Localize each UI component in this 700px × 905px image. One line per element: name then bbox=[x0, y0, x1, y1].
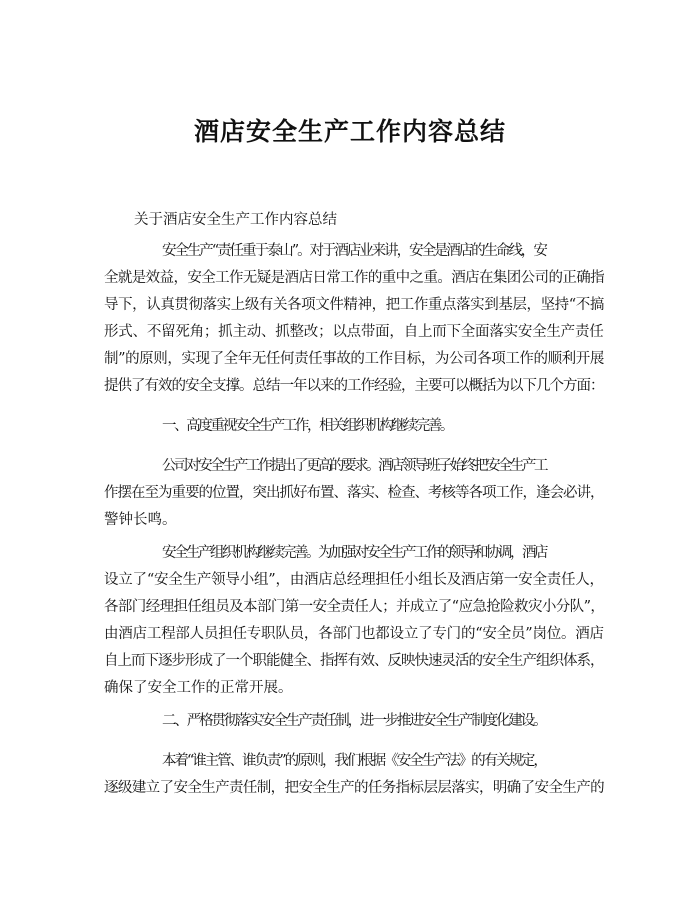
text-line: 自上而下逐步形成了一个职能健全、指挥有效、反映快速灵活的安全生产组织体系， bbox=[104, 653, 604, 669]
text-line: 二、严格贯彻落实安全生产责任制，进一步推进安全生产制度化建设。 bbox=[162, 713, 546, 729]
text-line: 各部门经理担任组员及本部门第一安全责任人；并成立了“应急抢险救灾小分队”， bbox=[104, 599, 605, 615]
text-line: 确保了安全工作的正常开展。 bbox=[104, 680, 293, 696]
paragraph-intro bbox=[104, 238, 604, 400]
text-line: 公司对安全生产工作提出了更高的要求。酒店领导班子始终把安全生产工 bbox=[162, 458, 546, 474]
text-line: 设立了“安全生产领导小组”，由酒店总经理担任小组长及酒店第一安全责任人， bbox=[104, 572, 604, 588]
paragraph-4 bbox=[104, 748, 604, 802]
document-title: 酒店安全生产工作内容总结 bbox=[193, 117, 506, 146]
paragraph-3 bbox=[104, 540, 604, 702]
text-line: 提供了有效的安全支撑。总结一年以来的工作经验，主要可以概括为以下几个方面： bbox=[104, 378, 604, 394]
text-line: 逐级建立了安全生产责任制，把安全生产的任务指标层层落实，明确了安全生产的 bbox=[104, 780, 605, 796]
text-line: 作摆在至为重要的位置，突出抓好布置、落实、检查、考核等各项工作，逢会必讲， bbox=[104, 485, 604, 501]
text-line: 由酒店工程部人员担任专职队员，各部门也都设立了专门的“安全员”岗位。酒店 bbox=[104, 626, 604, 642]
text-line: 本着“谁主管、谁负责”的原则，我们根据《安全生产法》的有关规定， bbox=[162, 753, 546, 769]
text-line: 一、高度重视安全生产工作，相关组织机构继续完善。 bbox=[162, 418, 452, 434]
section-heading-2 bbox=[104, 708, 604, 735]
text-line: 全就是效益，安全工作无疑是酒店日常工作的重中之重。酒店在集团公司的正确指 bbox=[104, 270, 605, 286]
text-line: 警钟长鸣。 bbox=[104, 512, 177, 528]
paragraph-2 bbox=[104, 453, 604, 534]
text-line: 导下，认真贯彻落实上级有关各项文件精神，把工作重点落实到基层，坚持“不搞 bbox=[104, 297, 604, 313]
text-line: 安全生产组织机构继续完善。为加强对安全生产工作的领导和协调，酒店 bbox=[162, 545, 546, 561]
text-line: 形式、不留死角；抓主动、抓整改；以点带面，自上而下全面落实安全生产责任 bbox=[104, 324, 604, 340]
section-heading-1 bbox=[104, 413, 604, 440]
text-line: 制”的原则，实现了全年无任何责任事故的工作目标，为公司各项工作的顺利开展 bbox=[104, 351, 604, 367]
document-subtitle: 关于酒店安全生产工作内容总结 bbox=[134, 212, 337, 228]
text-line: 安全生产“责任重于泰山”。对于酒店业来讲，安全是酒店的生命线，安 bbox=[162, 243, 546, 259]
